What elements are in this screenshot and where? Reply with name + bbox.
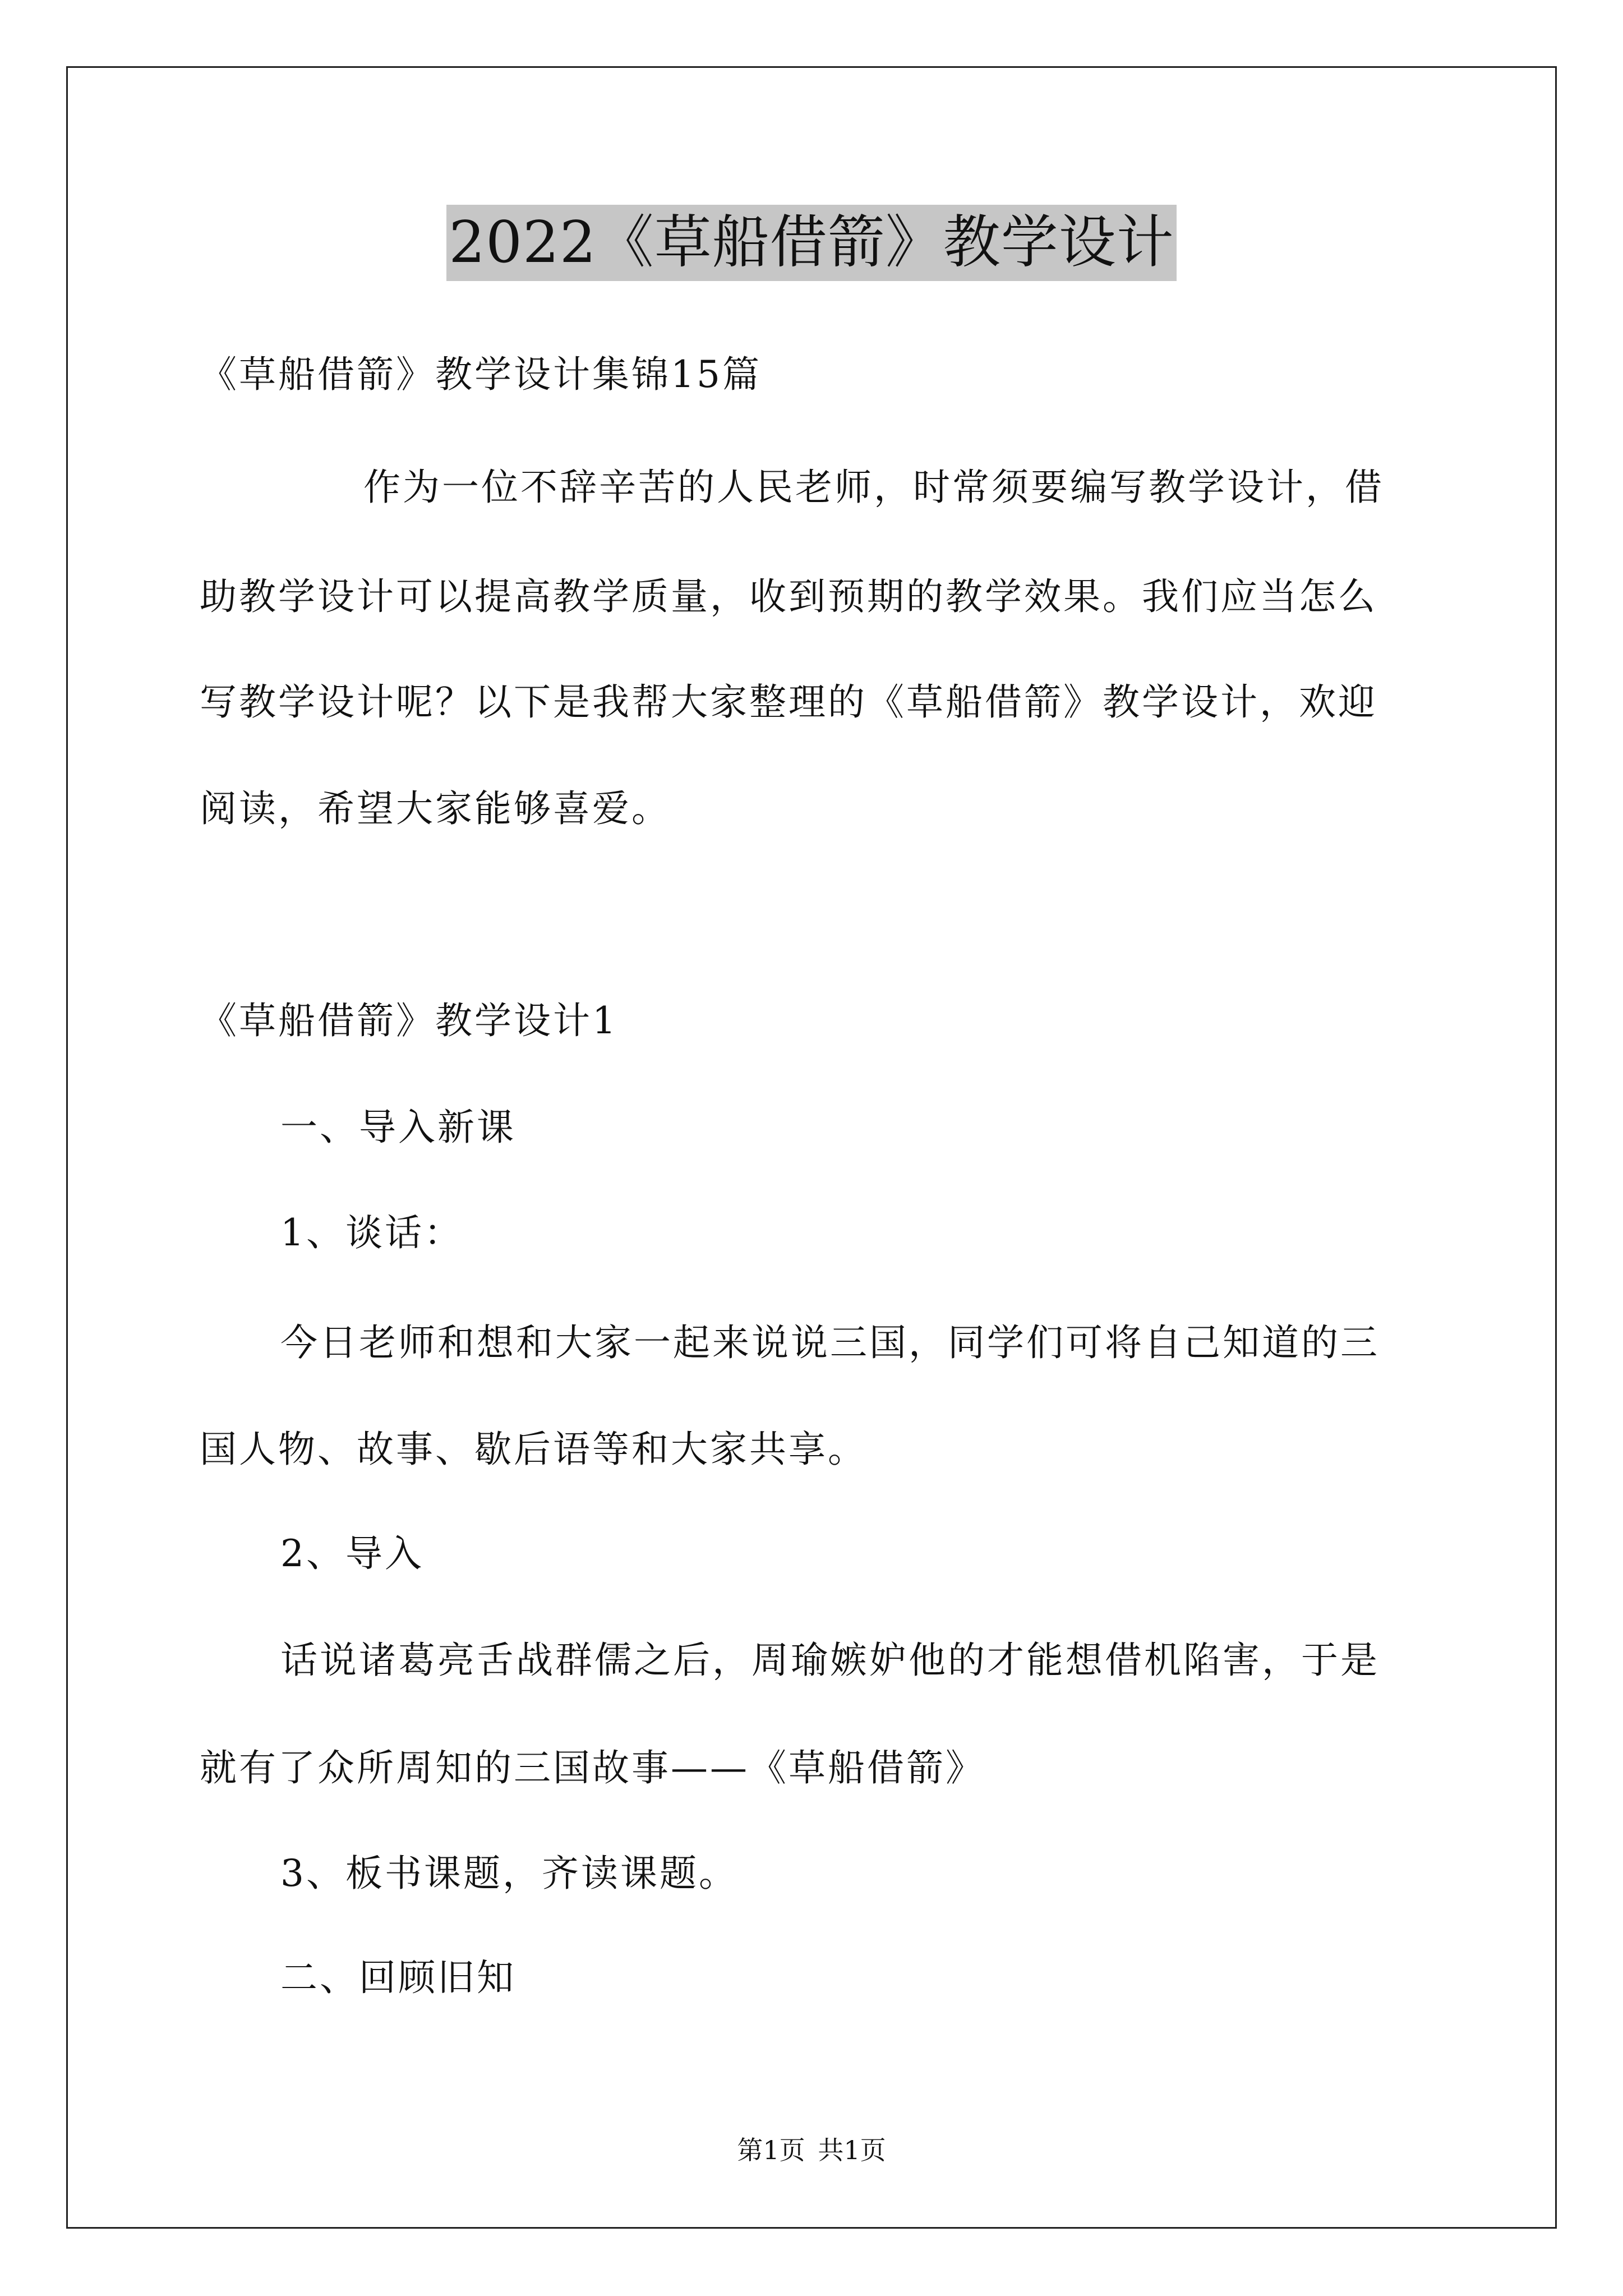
intro-line: 作为一位不辞辛苦的人民老师，时常须要编写教学设计，借	[363, 466, 1384, 509]
body-line: 二、回顾旧知	[280, 1956, 516, 1999]
page-total: 共1页	[818, 2135, 886, 2165]
intro-line: 写教学设计呢？以下是我帮大家整理的《草船借箭》教学设计，欢迎	[200, 680, 1377, 724]
intro-line: 阅读，希望大家能够喜爱。	[200, 787, 671, 830]
body-line: 2、导入	[280, 1532, 424, 1575]
body-line: 话说诸葛亮舌战群儒之后，周瑜嫉妒他的才能想借机陷害，于是	[280, 1639, 1380, 1682]
body-line: 今日老师和想和大家一起来说说三国，同学们可将自己知道的三	[280, 1321, 1380, 1364]
document-subtitle: 《草船借箭》教学设计集锦15篇	[200, 353, 762, 396]
title-container	[0, 205, 1623, 281]
body-line: 就有了众所周知的三国故事——《草船借箭》	[200, 1746, 985, 1789]
body-line: 3、板书课题，齐读课题。	[280, 1852, 738, 1895]
intro-line: 助教学设计可以提高教学质量，收到预期的教学效果。我们应当怎么	[200, 575, 1377, 618]
body-line: 1、谈话：	[280, 1211, 463, 1254]
document-title: 2022《草船借箭》教学设计	[446, 205, 1177, 281]
body-line: 国人物、故事、歇后语等和大家共享。	[200, 1428, 867, 1471]
section-heading: 《草船借箭》教学设计1	[200, 999, 618, 1042]
page-number: 第1页	[737, 2135, 805, 2165]
page-footer	[0, 2134, 1623, 2166]
body-line: 一、导入新课	[280, 1106, 516, 1149]
